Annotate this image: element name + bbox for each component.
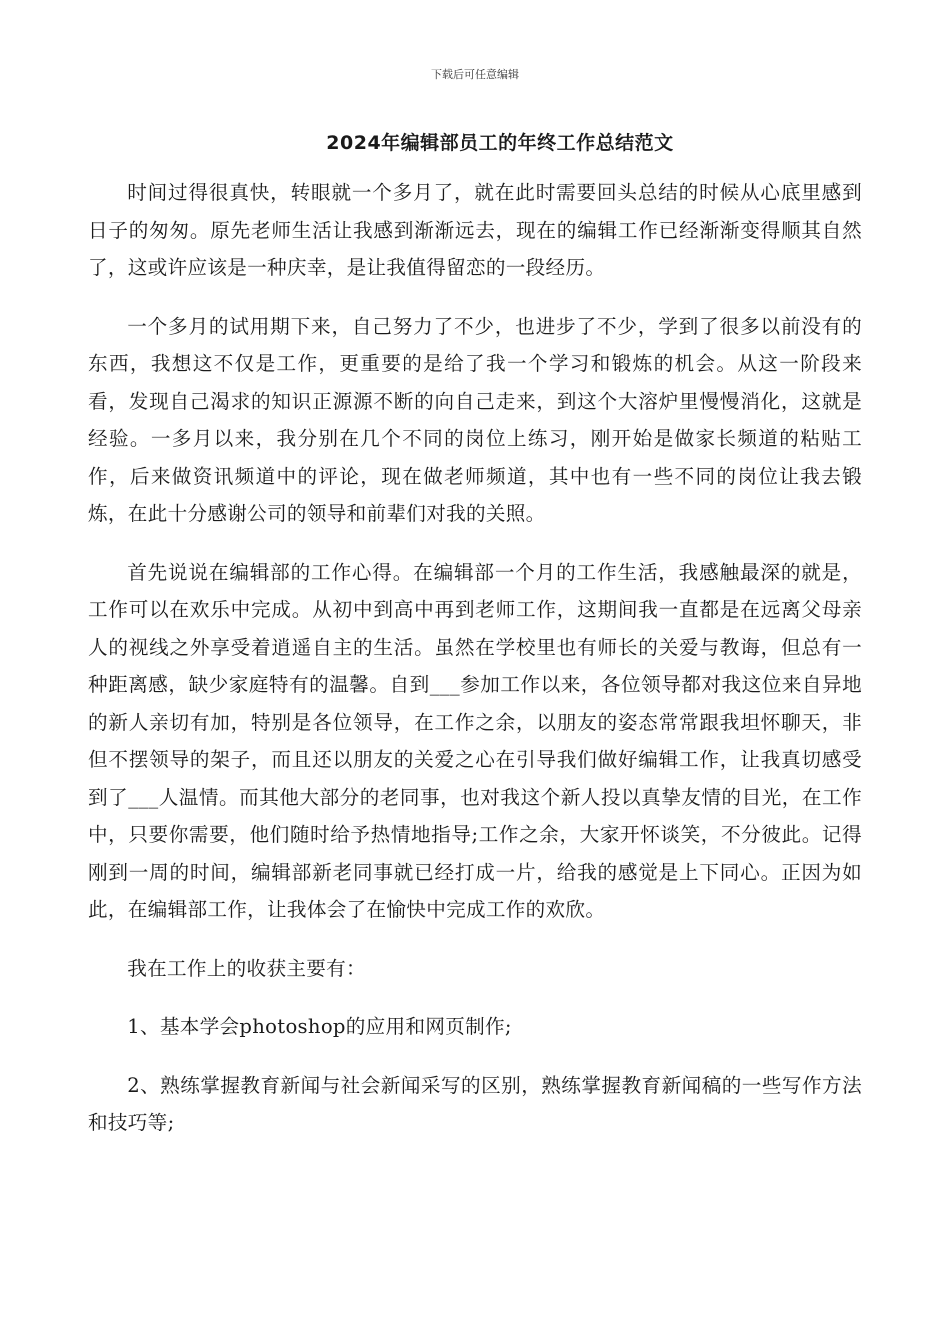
document-title: 2024年编辑部员工的年终工作总结范文 [326,132,674,154]
paragraph-5: 1、基本学会photoshop的应用和网页制作; [127,1015,512,1038]
paragraph-1: 时间过得很真快，转眼就一个多月了，就在此时需要回头总结的时候从心底里感到日子的匆匆。原先老师生活让我感到渐渐远去，现在的编辑工作已经渐渐变得顺其自然了，这或许应该是一种庆幸，是让我值得留恋的一段经历。 [88,181,862,279]
paragraph-3: 首先说说在编辑部的工作心得。在编辑部一个月的工作生活，我感触最深的就是，工作可以在欢乐中完成。从初中到高中再到老师工作，这期间我一直都是在远离父母亲人的视线之外享受着逍遥自主的生活。虽然在学校里也有师长的关爱与教诲，但总有一种距离感，缺少家庭特有的温馨。自到___参加工作以来，各位领导都对我这位来自异地的新人亲切有加，特别是各位领导，在工作之余，以朋友的姿态常常跟我坦怀聊天，非但不摆领导的架子，而且还以朋友的关爱之心在引导我们做好编辑工作，让我真切感受到了___人温情。而其他大部分的老同事，也对我这个新人投以真挚友情的目光，在工作中，只要你需要，他们随时给予热情地指导;工作之余，大家开怀谈笑，不分彼此。记得刚到一周的时间，编辑部新老同事就已经打成一片，给我的感觉是上下同心。正因为如此，在编辑部工作，让我体会了在愉快中完成工作的欢欣。 [88,560,862,921]
paragraph-4: 我在工作上的收获主要有： [127,956,366,980]
header-note: 下载后可任意编辑 [431,68,519,81]
paragraph-6: 2、熟练掌握教育新闻与社会新闻采写的区别，熟练掌握教育新闻稿的一些写作方法和技巧等; [88,1073,862,1134]
document-body [88,174,862,1163]
paragraph-2: 一个多月的试用期下来，自己努力了不少，也进步了不少，学到了很多以前没有的东西，我想这不仅是工作，更重要的是给了我一个学习和锻炼的机会。从这一阶段来看，发现自己渴求的知识正源源不断的向自己走来，到这个大溶炉里慢慢消化，这就是经验。一多月以来，我分别在几个不同的岗位上练习，刚开始是做家长频道的粘贴工作，后来做资讯频道中的评论，现在做老师频道，其中也有一些不同的岗位让我去锻炼，在此十分感谢公司的领导和前辈们对我的关照。 [88,314,862,525]
